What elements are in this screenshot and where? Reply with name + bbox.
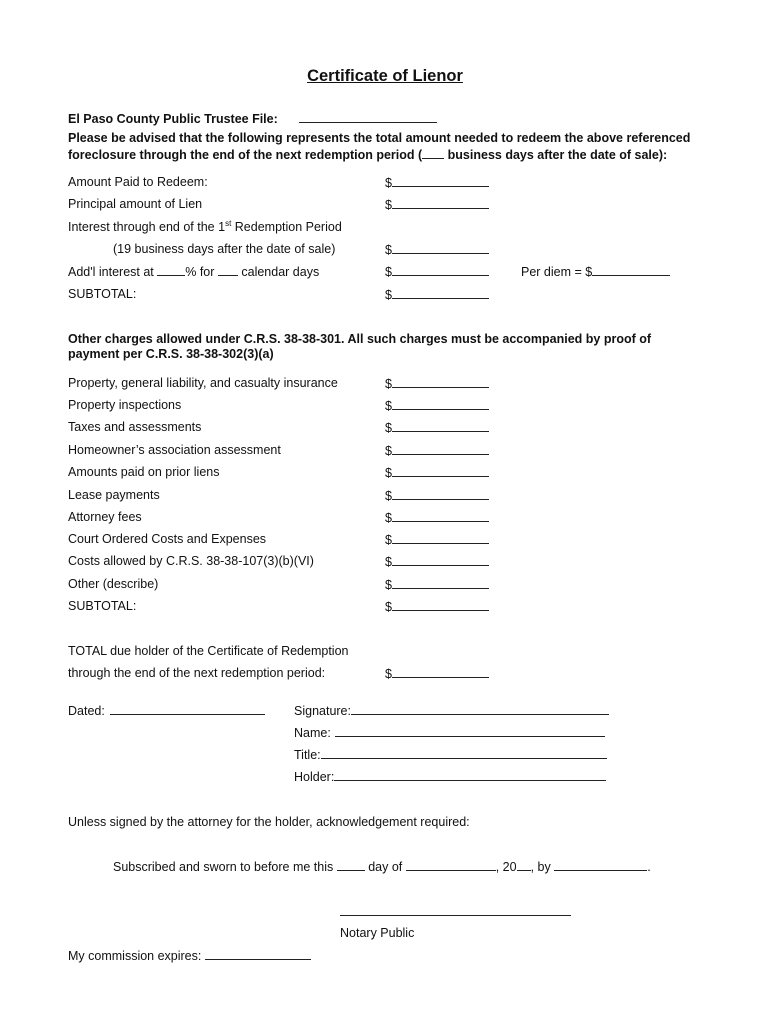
amount-paid-label: Amount Paid to Redeem:: [68, 175, 208, 189]
charge-item-label: Costs allowed by C.R.S. 38-38-107(3)(b)(VI): [68, 554, 314, 568]
charge-item-field[interactable]: [385, 553, 489, 570]
charge-item-label: Lease payments: [68, 488, 160, 502]
dollar-sign: $: [385, 466, 392, 480]
dollar-sign: $: [385, 288, 392, 302]
charge-item-field[interactable]: [385, 464, 489, 481]
total-label-2: through the end of the next redemption period:: [68, 666, 326, 680]
charge-item-label: Other (describe): [68, 577, 159, 591]
charge-item-label: Amounts paid on prior liens: [68, 465, 220, 479]
charge-item-field[interactable]: [385, 509, 489, 526]
sworn-end: .: [647, 860, 651, 874]
acknowledgement-text: Unless signed by the attorney for the holder, acknowledgement required:: [68, 815, 470, 829]
charge-item-label: Taxes and assessments: [68, 420, 202, 434]
dollar-sign: $: [385, 399, 392, 413]
amount-blank[interactable]: [392, 464, 489, 477]
dollar-sign: $: [385, 578, 392, 592]
dollar-sign: $: [385, 421, 392, 435]
dollar-sign: $: [385, 444, 392, 458]
amount-blank[interactable]: [392, 553, 489, 566]
title-row: [294, 746, 607, 763]
notary-signature-line[interactable]: [340, 915, 571, 916]
dollar-sign: $: [385, 176, 392, 190]
interest-rate-field[interactable]: [157, 263, 185, 276]
sworn-year-label: , 20: [495, 860, 517, 874]
holder-label: Holder:: [294, 770, 335, 784]
calendar-days-field[interactable]: [218, 263, 238, 276]
amount-blank[interactable]: [392, 419, 489, 432]
commission-label: My commission expires:: [68, 949, 202, 963]
advisory-line-2-pre: foreclosure through the end of the next redemption period (: [68, 148, 423, 162]
holder-field[interactable]: [334, 768, 606, 781]
charge-item-label: Court Ordered Costs and Expenses: [68, 532, 267, 546]
charge-item-field[interactable]: [385, 487, 489, 504]
amount-blank[interactable]: [392, 598, 489, 611]
sworn-year-field[interactable]: [517, 858, 531, 871]
trustee-file-label: El Paso County Public Trustee File:: [68, 112, 278, 126]
amount-blank[interactable]: [392, 397, 489, 410]
advisory-line-2: [68, 146, 667, 163]
amount-blank[interactable]: [392, 174, 489, 187]
dollar-sign: $: [385, 533, 392, 547]
dollar-sign: $: [385, 243, 392, 257]
subtotal-1-field[interactable]: [385, 286, 489, 303]
sworn-pre: Subscribed and sworn to before me this: [113, 860, 337, 874]
sworn-by: , by: [530, 860, 555, 874]
sworn-month-field[interactable]: [406, 858, 496, 871]
dollar-sign: $: [385, 667, 392, 681]
charge-item-label: Attorney fees: [68, 510, 142, 524]
charge-item-label: Property, general liability, and casualty insurance: [68, 376, 338, 390]
per-diem-label: Per diem = $: [521, 265, 593, 279]
name-row: [294, 724, 605, 741]
amount-blank[interactable]: [392, 286, 489, 299]
commission-row: [68, 947, 311, 964]
signature-row: [294, 702, 609, 719]
principal-field[interactable]: [385, 196, 489, 213]
other-charges-header-1: Other charges allowed under C.R.S. 38-38-301. All such charges must be accompanied by proof of: [68, 332, 652, 346]
dollar-sign: $: [385, 198, 392, 212]
amount-blank[interactable]: [392, 487, 489, 500]
dated-row: [68, 702, 265, 719]
commission-field[interactable]: [205, 947, 311, 960]
trustee-file-field[interactable]: [299, 110, 437, 123]
charge-item-field[interactable]: [385, 442, 489, 459]
total-label-1: TOTAL due holder of the Certificate of Redemption: [68, 644, 349, 658]
dollar-sign: $: [385, 377, 392, 391]
interest-label-pre: Interest through end of the 1: [68, 220, 226, 234]
interest-label-sup: st: [225, 218, 232, 228]
name-field[interactable]: [335, 724, 605, 737]
dollar-sign: $: [385, 511, 392, 525]
subtotal-1-label: SUBTOTAL:: [68, 287, 137, 301]
name-label: Name:: [294, 726, 331, 740]
holder-row: [294, 768, 606, 785]
charge-item-field[interactable]: [385, 531, 489, 548]
dollar-sign: $: [385, 555, 392, 569]
charge-item-label: SUBTOTAL:: [68, 599, 137, 613]
business-days-field[interactable]: [422, 146, 444, 159]
other-charges-header-2: payment per C.R.S. 38-38-302(3)(a): [68, 347, 274, 361]
amount-blank[interactable]: [392, 241, 489, 254]
charge-item-label: Property inspections: [68, 398, 182, 412]
amount-blank[interactable]: [392, 263, 489, 276]
page-title: Certificate of Lienor: [307, 67, 463, 85]
trustee-file-row: [68, 110, 437, 127]
advisory-line-1: Please be advised that the following represents the total amount needed to redeem the above referenced: [68, 131, 691, 145]
amount-blank[interactable]: [392, 665, 489, 678]
title-field[interactable]: [321, 746, 607, 759]
advisory-line-2-post: business days after the date of sale):: [444, 148, 668, 162]
signature-label: Signature:: [294, 704, 351, 718]
addl-interest-post: calendar days: [237, 265, 320, 279]
signature-field[interactable]: [351, 702, 609, 715]
principal-label: Principal amount of Lien: [68, 197, 203, 211]
interest-label-post: Redemption Period: [231, 220, 342, 234]
total-field[interactable]: [385, 665, 489, 682]
per-diem-field[interactable]: [592, 263, 670, 276]
sworn-by-field[interactable]: [554, 858, 647, 871]
title-label: Title:: [294, 748, 321, 762]
amount-blank[interactable]: [392, 509, 489, 522]
business-days-label: (19 business days after the date of sale): [113, 242, 336, 256]
dollar-sign: $: [385, 489, 392, 503]
addl-interest-label: [68, 263, 319, 280]
amount-blank[interactable]: [392, 576, 489, 589]
charge-item-label: Homeowner’s association assessment: [68, 443, 281, 457]
sworn-row: [113, 858, 651, 875]
dated-field[interactable]: [110, 702, 265, 715]
charge-item-field[interactable]: [385, 598, 489, 615]
amount-blank[interactable]: [392, 442, 489, 455]
interest-field[interactable]: [385, 241, 489, 258]
per-diem-row: [521, 263, 670, 280]
amount-paid-field[interactable]: [385, 174, 489, 191]
addl-interest-pre: Add'l interest at: [68, 265, 158, 279]
addl-interest-mid: % for: [185, 265, 218, 279]
charge-item-field[interactable]: [385, 419, 489, 436]
charge-item-field[interactable]: [385, 397, 489, 414]
interest-label: [68, 219, 342, 235]
dollar-sign: $: [385, 600, 392, 614]
dollar-sign: $: [385, 265, 392, 279]
addl-interest-field[interactable]: [385, 263, 489, 280]
amount-blank[interactable]: [392, 531, 489, 544]
dated-label: Dated:: [68, 704, 105, 718]
charge-item-field[interactable]: [385, 375, 489, 392]
notary-label: Notary Public: [340, 926, 415, 940]
amount-blank[interactable]: [392, 375, 489, 388]
charge-item-field[interactable]: [385, 576, 489, 593]
amount-blank[interactable]: [392, 196, 489, 209]
sworn-day-field[interactable]: [337, 858, 365, 871]
sworn-day-of: day of: [364, 860, 406, 874]
